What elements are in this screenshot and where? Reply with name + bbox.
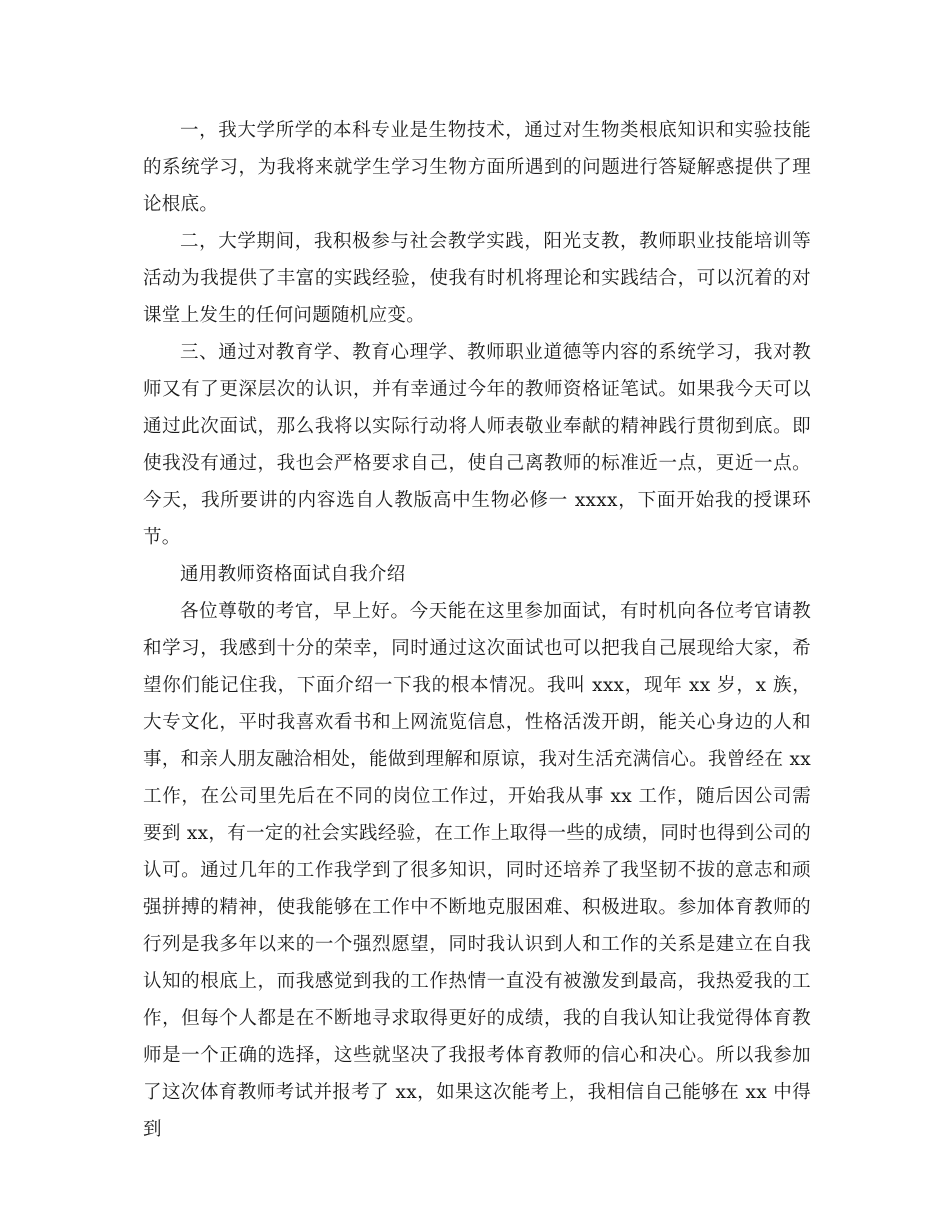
paragraph-4: 各位尊敬的考官，早上好。今天能在这里参加面试，有时机向各位考官请教和学习，我感到十分的荣幸，同时通过这次面试也可以把我自己展现给大家，希望你们能记住我，下面介绍一下我的根本情况。我叫 xxx，现年 xx 岁，x 族，大专文化，平时我喜欢看书和上网流览信息，性格活泼开朗，能关心身边的人和事，和亲人朋友融洽相处，能做到理解和原谅，我对生活充满信心。我曾经在 xx 工作，在公司里先后在不同的岗位工作过，开始我从事 xx 工作，随后因公司需要到 xx，有一定的社会实践经验，在工作上取得一些的成绩，同时也得到公司的认可。通过几年的工作我学到了很多知识，同时还培养了我坚韧不拔的意志和顽强拼搏的精神，使我能够在工作中不断地克服困难、积极进取。参加体育教师的行列是我多年以来的一个强烈愿望，同时我认识到人和工作的关系是建立在自我认知的根底上，而我感觉到我的工作热情一直没有被激发到最高，我热爱我的工作，但每个人都是在不断地寻求取得更好的成绩，我的自我认知让我觉得体育教师是一个正确的选择，这些就坚决了我报考体育教师的信心和决心。所以我参加了这次体育教师考试并报考了 xx，如果这次能考上，我相信自己能够在 xx 中得到	[143, 601, 811, 1140]
document-body	[143, 112, 811, 1148]
paragraph-2: 二，大学期间，我积极参与社会教学实践，阳光支教，教师职业技能培训等活动为我提供了丰富的实践经验，使我有时机将理论和实践结合，可以沉着的对课堂上发生的任何问题随机应变。	[143, 231, 811, 326]
paragraph-3: 三、通过对教育学、教育心理学、教师职业道德等内容的系统学习，我对教师又有了更深层次的认识，并有幸通过今年的教师资格证笔试。如果我今天可以通过此次面试，那么我将以实际行动将人师表敬业奉献的精神践行贯彻到底。即使我没有通过，我也会严格要求自己，使自己离教师的标准近一点，更近一点。今天，我所要讲的内容选自人教版高中生物必修一 xxxx，下面开始我的授课环节。	[143, 342, 811, 548]
section-title: 通用教师资格面试自我介绍	[180, 564, 406, 585]
paragraph-1: 一，我大学所学的本科专业是生物技术，通过对生物类根底知识和实验技能的系统学习，为我将来就学生学习生物方面所遇到的问题进行答疑解惑提供了理论根底。	[143, 120, 811, 215]
